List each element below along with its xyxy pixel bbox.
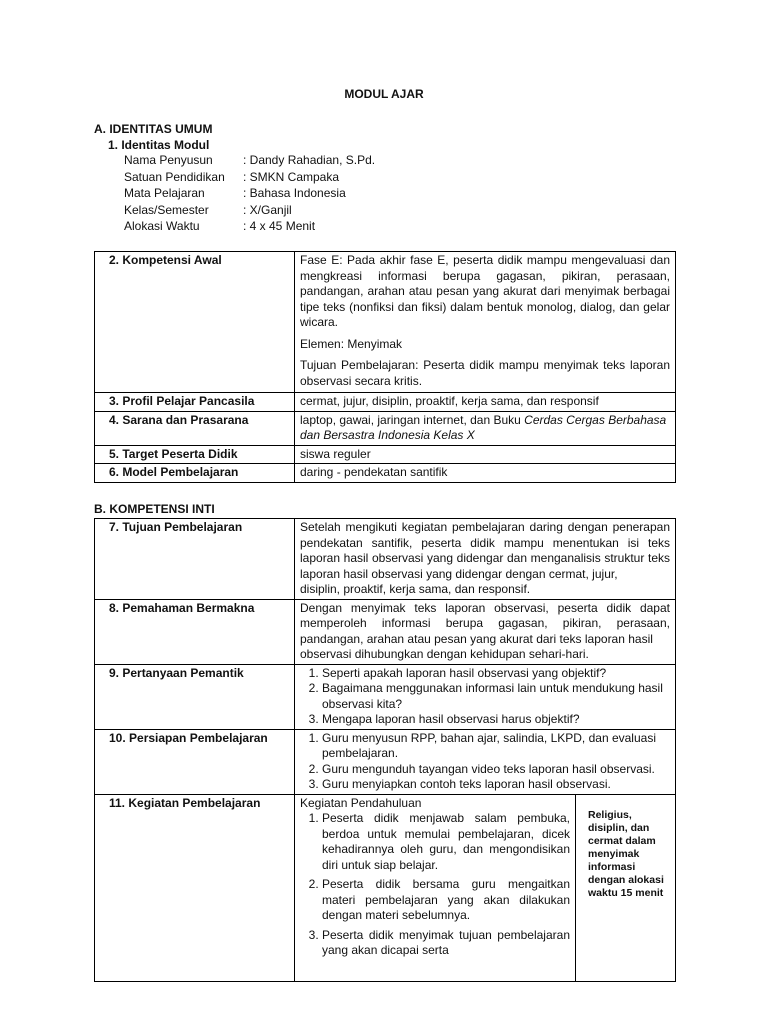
side-note-cell [576,795,676,981]
activity-cell [295,795,576,981]
list-item: 2. Peserta didik bersama guru mengaitkan materi pembelajaran yang akan dilakukan dengan materi sebelumnya. [322,877,570,924]
row-value [295,664,676,729]
identity-row [124,202,375,219]
table-row [95,252,676,393]
identity-key: Satuan Pendidikan [124,169,225,184]
identity-value: : Dandy Rahadian, S.Pd. [243,153,376,167]
table-row [95,664,676,729]
row-value [295,252,676,393]
book-title: Cerdas Cergas Berbahasa dan Bersastra Indonesia Kelas X [300,412,667,442]
pemahaman-text-cont: observasi dihubungkan dengan kehidupan sehari-hari. [300,647,589,661]
activity-list [300,811,570,959]
fase-text: Fase E: Pada akhir fase E, peserta didik mampu mengevaluasi dan mengkreasi informasi berupa gagasan, pikiran, perasaan, pandangan, arahan atau pesan yang akurat dari menyimak berbagai tipe teks (nonfiksi dan fiksi) dalam bentuk monolog, dialog, dan gelar wicara. [300,253,670,329]
subsection-identitas-modul: 1. Identitas Modul [108,138,210,152]
identity-list [124,152,375,235]
identity-key: Kelas/Semester [124,202,209,217]
row-label: 8. Pemahaman Bermakna [95,599,295,664]
section-a-heading: A. IDENTITAS UMUM [94,122,213,136]
table-row [95,393,676,412]
identity-key: Nama Penyusun [124,153,213,167]
row-label: 7. Tujuan Pembelajaran [95,519,295,600]
row-label: 10. Persiapan Pembelajaran [95,729,295,794]
activity-subtable [295,795,675,981]
activity-heading: Kegiatan Pendahuluan [300,795,422,810]
tujuan-text: Tujuan Pembelajaran: Peserta didik mampu menyimak teks laporan observasi secara kritis. [300,358,670,388]
pemahaman-text: Dengan menyimak teks laporan observasi, peserta didik dapat memperoleh informasi berupa gagasan, pikiran, perasaan, pandangan, arahan atau pesan yang akurat dari teks laporan hasil [300,600,670,646]
table-row [95,599,676,664]
table-row [95,729,676,794]
table-row [95,519,676,600]
list-item: 2. Guru mengunduh tayangan video teks laporan hasil observasi. [322,762,670,778]
list-item: 1. Guru menyusun RPP, bahan ajar, salindia, LKPD, dan evaluasi pembelajaran. [322,731,670,762]
identity-row [124,185,375,202]
side-note: Religius, disiplin, dan cermat dalam menyimak informasi dengan alokasi waktu 15 menit [588,808,664,899]
document-title: MODUL AJAR [344,87,424,101]
identity-row [124,169,375,186]
list-item: 1. Seperti apakah laporan hasil observasi yang objektif? [322,666,670,682]
identity-table [94,251,676,483]
identity-row [124,218,375,235]
section-b-heading: B. KOMPETENSI INTI [94,502,215,516]
preparation-list [300,731,670,793]
elemen-text: Elemen: Menyimak [300,336,403,351]
row-value [295,599,676,664]
table-row [95,445,676,464]
identity-key: Mata Pelajaran [124,186,205,200]
question-list [300,666,670,728]
list-item: 2. Bagaimana menggunakan informasi lain untuk mendukung hasil observasi kita? [322,681,670,712]
row-value [295,729,676,794]
row-label: 6. Model Pembelajaran [95,464,295,483]
row-label: 5. Target Peserta Didik [95,445,295,464]
table-row [95,794,676,981]
row-label: 11. Kegiatan Pembelajaran [95,794,295,981]
kompetensi-inti-table [94,518,676,982]
table-row [95,464,676,483]
list-item: 3. Guru menyiapkan contoh teks laporan hasil observasi. [322,777,670,793]
identity-value: : SMKN Campaka [243,169,340,184]
row-label: 4. Sarana dan Prasarana [95,411,295,445]
row-value: daring - pendekatan santifik [295,464,676,483]
list-item: 3. Peserta didik menyimak tujuan pembelajaran yang akan dicapai serta [322,928,570,959]
row-value: siswa reguler [295,445,676,464]
list-item: 1. Peserta didik menjawab salam pembuka, berdoa untuk memulai pembelajaran, dicek kehadirannya oleh guru, dan mengondisikan diri untuk siap belajar. [322,811,570,873]
row-value: cermat, jujur, disiplin, proaktif, kerja sama, dan responsif [295,393,676,412]
sarana-text: laptop, gawai, jaringan internet, dan Buku [300,412,525,427]
row-value [295,519,676,600]
tujuan-text-cont: disiplin, proaktif, kerja sama, dan responsif. [300,582,531,596]
tujuan-text: Setelah mengikuti kegiatan pembelajaran daring dengan penerapan pendekatan santifik, peserta didik mampu menentukan isi teks laporan hasil observasi yang didengar dan menganalisis struktur teks laporan hasil observasi yang didengar dengan cermat, jujur, [300,520,670,581]
identity-value: : X/Ganjil [243,202,292,217]
table-row [95,411,676,445]
row-value [295,411,676,445]
row-label: 2. Kompetensi Awal [95,252,295,393]
row-label: 3. Profil Pelajar Pancasila [95,393,295,412]
identity-key: Alokasi Waktu [124,219,200,233]
identity-row [124,152,375,169]
identity-value: : Bahasa Indonesia [243,186,346,200]
row-label: 9. Pertanyaan Pemantik [95,664,295,729]
list-item: 3. Mengapa laporan hasil observasi harus objektif? [322,712,670,728]
row-value [295,794,676,981]
identity-value: : 4 x 45 Menit [243,219,316,233]
